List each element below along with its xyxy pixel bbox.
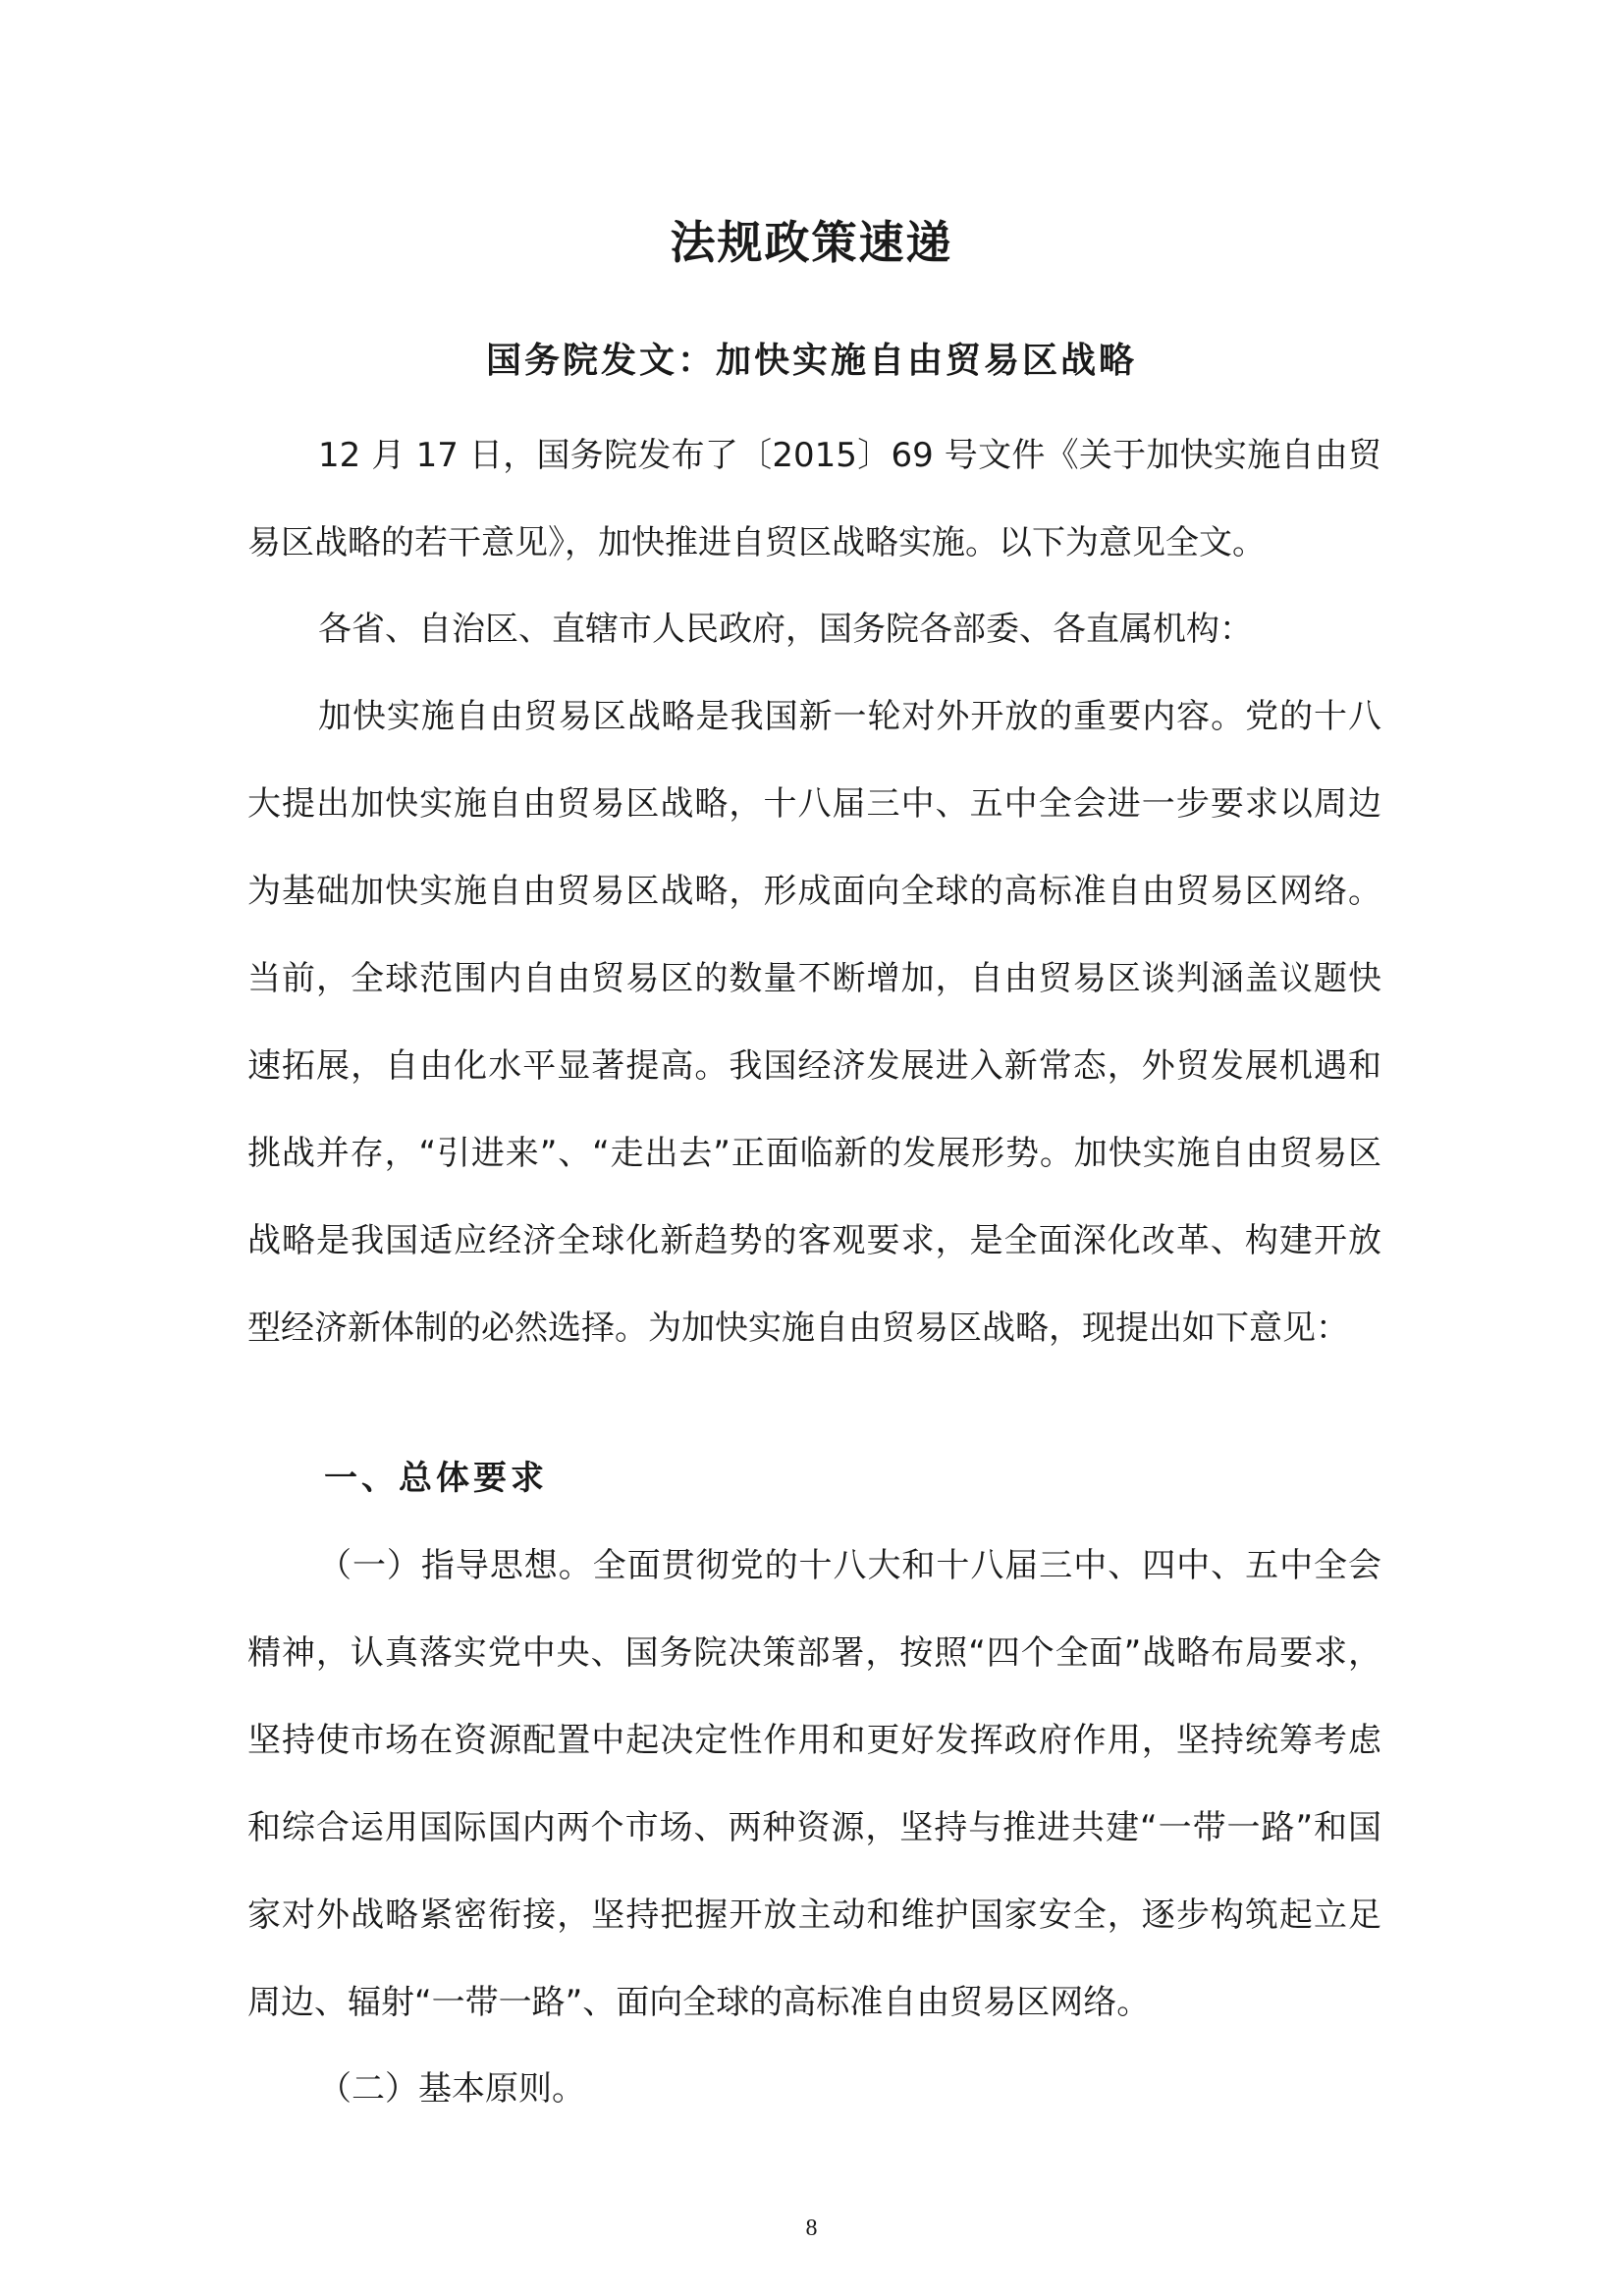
- article-subtitle: 国务院发文：加快实施自由贸易区战略: [485, 341, 1137, 381]
- salutation-paragraph: 各省、自治区、直辖市人民政府，国务院各部委、各直属机构：: [318, 610, 1253, 649]
- guiding-thought-paragraph: （一）指导思想。全面贯彻党的十八大和十八届三中、四中、五中全会精神，认真落实党中央、国务院决策部署，按照“四个全面”战略布局要求，坚持使市场在资源配置中起决定性作用和更好发挥政府作用，坚持统筹考虑和综合运用国际国内两个市场、两种资源，坚持与推进共建“一带一路”和国家对外战略紧密衔接，坚持把握开放主动和维护国家安全，逐步构筑起立足周边、辐射“一带一路”、面向全球的高标准自由贸易区网络。: [247, 1546, 1381, 2022]
- body-paragraph: 加快实施自由贸易区战略是我国新一轮对外开放的重要内容。党的十八大提出加快实施自由贸易区战略，十八届三中、五中全会进一步要求以周边为基础加快实施自由贸易区战略，形成面向全球的高标准自由贸易区网络。当前，全球范围内自由贸易区的数量不断增加，自由贸易区谈判涵盖议题快速拓展，自由化水平显著提高。我国经济发展进入新常态，外贸发展机遇和挑战并存，“引进来”、“走出去”正面临新的发展形势。加快实施自由贸易区战略是我国适应经济全球化新趋势的客观要求，是全面深化改革、构建开放型经济新体制的必然选择。为加快实施自由贸易区战略，现提出如下意见：: [247, 697, 1381, 1348]
- basic-principles-paragraph: （二）基本原则。: [318, 2069, 585, 2109]
- intro-paragraph: 12 月 17 日，国务院发布了〔2015〕69 号文件《关于加快实施自由贸易区战略的若干意见》，加快推进自贸区战略实施。以下为意见全文。: [247, 436, 1381, 562]
- section-heading: 一、总体要求: [324, 1459, 548, 1498]
- page-number: 8: [805, 2216, 818, 2241]
- document-title: 法规政策速递: [670, 216, 953, 269]
